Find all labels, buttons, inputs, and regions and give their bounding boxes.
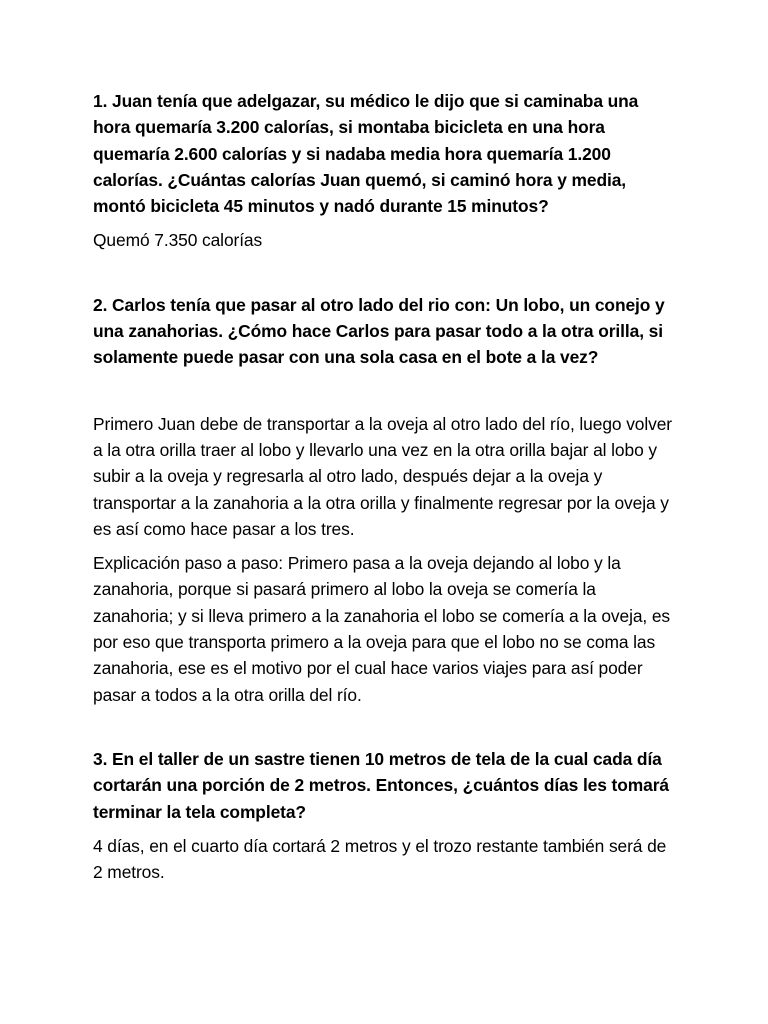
question-2: 2. Carlos tenía que pasar al otro lado del rio con: Un lobo, un conejo y una zanahorias. ¿Cómo hace Carlos para pasar todo a la otra orilla, si solamente puede pasar con una sola casa en el bote a la vez? (93, 294, 665, 368)
answer-2-solution: Primero Juan debe de transportar a la oveja al otro lado del río, luego volver a la otra orilla traer al lobo y llevarlo una vez en la otra orilla bajar al lobo y subir a la oveja y regresarla al otro lado, después dejar a la oveja y transportar a la zanahoria a la otra orilla y finalmente regresar por la oveja y es así como hace pasar a los tres. (93, 413, 672, 539)
question-1: 1. Juan tenía que adelgazar, su médico le dijo que si caminaba una hora quemaría 3.200 calorías, si montaba bicicleta en una hora quemaría 2.600 calorías y si nadaba media hora quemaría 1.200 calorías. ¿Cuántas calorías Juan quemó, si caminó hora y media, montó bicicleta 45 minutos y nadó durante 15 minutos? (93, 91, 639, 217)
answer-2-explanation: Explicación paso a paso: Primero pasa a la oveja dejando al lobo y la zanahoria, porque si pasará primero al lobo la oveja se comería la zanahoria; y si lleva primero a la zanahoria el lobo se comería a la oveja, es por eso que transporta primero a la oveja para que el lobo no se coma las zanahoria, ese es el motivo por el cual hace varios viajes para así poder pasar a todos a la otra orilla del río. (93, 553, 671, 705)
question-3: 3. En el taller de un sastre tienen 10 metros de tela de la cual cada día cortarán una porción de 2 metros. Entonces, ¿cuántos días les tomará terminar la tela completa? (93, 748, 669, 822)
answer-3: 4 días, en el cuarto día cortará 2 metros y el trozo restante también será de 2 metros. (93, 835, 667, 883)
answer-1: Quemó 7.350 calorías (93, 230, 263, 251)
